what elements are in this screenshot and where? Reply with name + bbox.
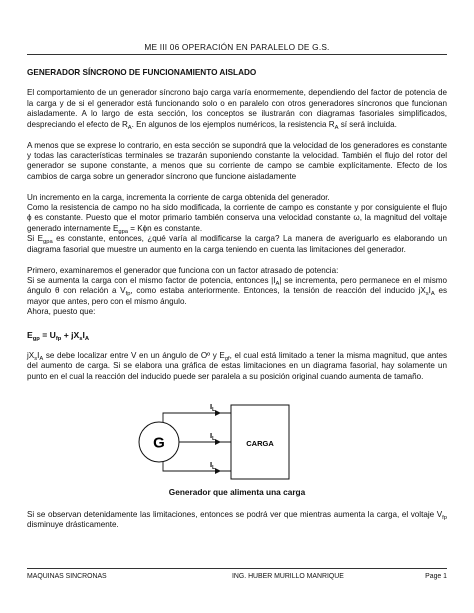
text: es mayor que antes, pero con el mismo ángulo. — [27, 286, 447, 306]
text: I — [428, 286, 431, 296]
text: = U — [39, 329, 56, 340]
line-wire-1 — [163, 413, 231, 422]
footer-page-number: Page 1 — [425, 573, 447, 580]
current-label: $I_L$ — [210, 460, 216, 472]
paragraph-load-increase — [27, 193, 447, 255]
subscript: s — [425, 291, 429, 298]
text: | se incrementa, pero permanece en el mismo ángulo θ con relación a V — [27, 276, 447, 296]
subscript: A — [84, 335, 90, 342]
text: E — [27, 329, 33, 340]
subscript: gf — [224, 356, 230, 363]
page-content — [27, 68, 447, 530]
paragraph-intro — [27, 88, 447, 130]
text: , el cual está limitado a tener la misma magnitud, que antes del aumento de carga. Si se elabora una gráfica de estas limitaciones en un diagrama fasorial, hay solamente un punto en el cual la reacción del inducido puede ser paralela a su posición original cuando aumenta de tamaño. — [27, 351, 447, 381]
text: jX — [27, 351, 35, 361]
footer-author: ING. HUBER MURILLO MANRIQUE — [232, 573, 344, 580]
text: sí será incluida. — [338, 119, 397, 129]
line-wire-3 — [163, 462, 231, 471]
text: , como estaba anteriormente. Entonces, la tensión de reacción del inducido jX — [130, 286, 426, 296]
text: Como la resistencia de campo no ha sido modificada, la corriente de campo es constante y por consiguiente el flujo ϕ es constante. Puesto que el motor primario también conserva una velocidad constante ω, la magnitud del voltaje generado internamente E — [27, 203, 447, 233]
text: + jX — [61, 329, 80, 340]
subscript: fp — [442, 514, 447, 521]
arrow-icon — [215, 439, 221, 445]
arrow-icon — [215, 410, 221, 416]
text: Si E — [27, 234, 44, 244]
figure-caption: Generador que alimenta una carga — [168, 487, 306, 498]
section-title: GENERADOR SÍNCRONO DE FUNCIONAMIENTO AISLADO — [27, 68, 257, 77]
text: Ahora, puesto que: — [27, 307, 96, 317]
paragraph-assumptions: A menos que se exprese lo contrario, en esta sección se supondrá que la velocidad de los generadores es constante y todas las características terminales se trazarán suponiendo constante la velocidad. También el flujo del rotor del generador se supone constante, a menos que su corriente de campo se cambie explícitamente. Efecto de los cambios de carga sobre un generador síncrono que funcione aisladamente — [27, 140, 447, 181]
subscript: A — [127, 124, 132, 131]
load-label: CARGA — [246, 439, 274, 449]
text: se debe localizar entre V en un ángulo de Oº y E — [43, 351, 225, 361]
equation — [27, 330, 447, 340]
text: I — [37, 351, 40, 361]
text: Si se observan detenidamente las limitaciones, entonces se podrá ver que mientras aumenta la carga, el voltaje V — [27, 509, 443, 519]
subscript: gpa — [118, 228, 129, 235]
footer-divider — [27, 568, 447, 569]
text: disminuye drásticamente. — [27, 520, 119, 530]
subscript: A — [334, 124, 339, 131]
paragraph-armature-reaction — [27, 351, 447, 382]
text: El comportamiento de un generador síncrono bajo carga varía enormemente, dependiendo del factor de potencia de la carga y de si el generador está funcionando solo o en paralelo con otros generadores síncronos que funcionan aisladamente. A lo largo de esta sección, los conceptos se ilustrarán con diagramas fasoriales simplificados, despreciando el efecto de R — [27, 88, 447, 129]
subscript: A — [39, 356, 44, 363]
subscript: fp — [125, 291, 131, 298]
paragraph-conclusion — [27, 510, 447, 531]
subscript: fp — [55, 335, 62, 342]
subscript: A — [430, 291, 435, 298]
text: es constante, entonces, ¿qué varía al modificarse la carga? La manera de averiguarlo es elaborando un diagrama fasorial que muestre un aumento en la carga teniendo en cuenta las limitaciones del generador. — [27, 234, 447, 254]
text: Un incremento en la carga, incrementa la corriente de carga obtenida del generador. — [27, 192, 330, 202]
paragraph-lagging-pf — [27, 266, 447, 318]
text: I — [82, 329, 85, 340]
generator-label: G — [153, 434, 165, 452]
page-header: ME III 06 OPERACIÓN EN PARALELO DE G.S. — [144, 42, 330, 52]
text: . En algunos de los ejemplos numéricos, la resistencia R — [131, 119, 335, 129]
current-label: $I_L$ — [210, 431, 216, 443]
text: Si se aumenta la carga con el mismo factor de potencia, entonces |I — [27, 276, 276, 285]
subscript: gpa — [43, 239, 53, 246]
circuit-svg — [27, 386, 447, 486]
subscript: s — [79, 335, 83, 342]
subscript: s — [34, 356, 38, 363]
text: Primero, examinaremos el generador que funciona con un factor atrasado de potencia: — [27, 265, 339, 275]
subscript: A — [275, 281, 280, 287]
text: = Kϕn es constante. — [128, 223, 203, 233]
current-label: $I_L$ — [210, 402, 216, 414]
subscript: gp — [32, 335, 40, 342]
arrow-icon — [215, 468, 221, 474]
footer-course: MAQUINAS SINCRONAS — [27, 573, 107, 580]
header-divider — [27, 54, 447, 55]
circuit-diagram — [27, 386, 447, 486]
